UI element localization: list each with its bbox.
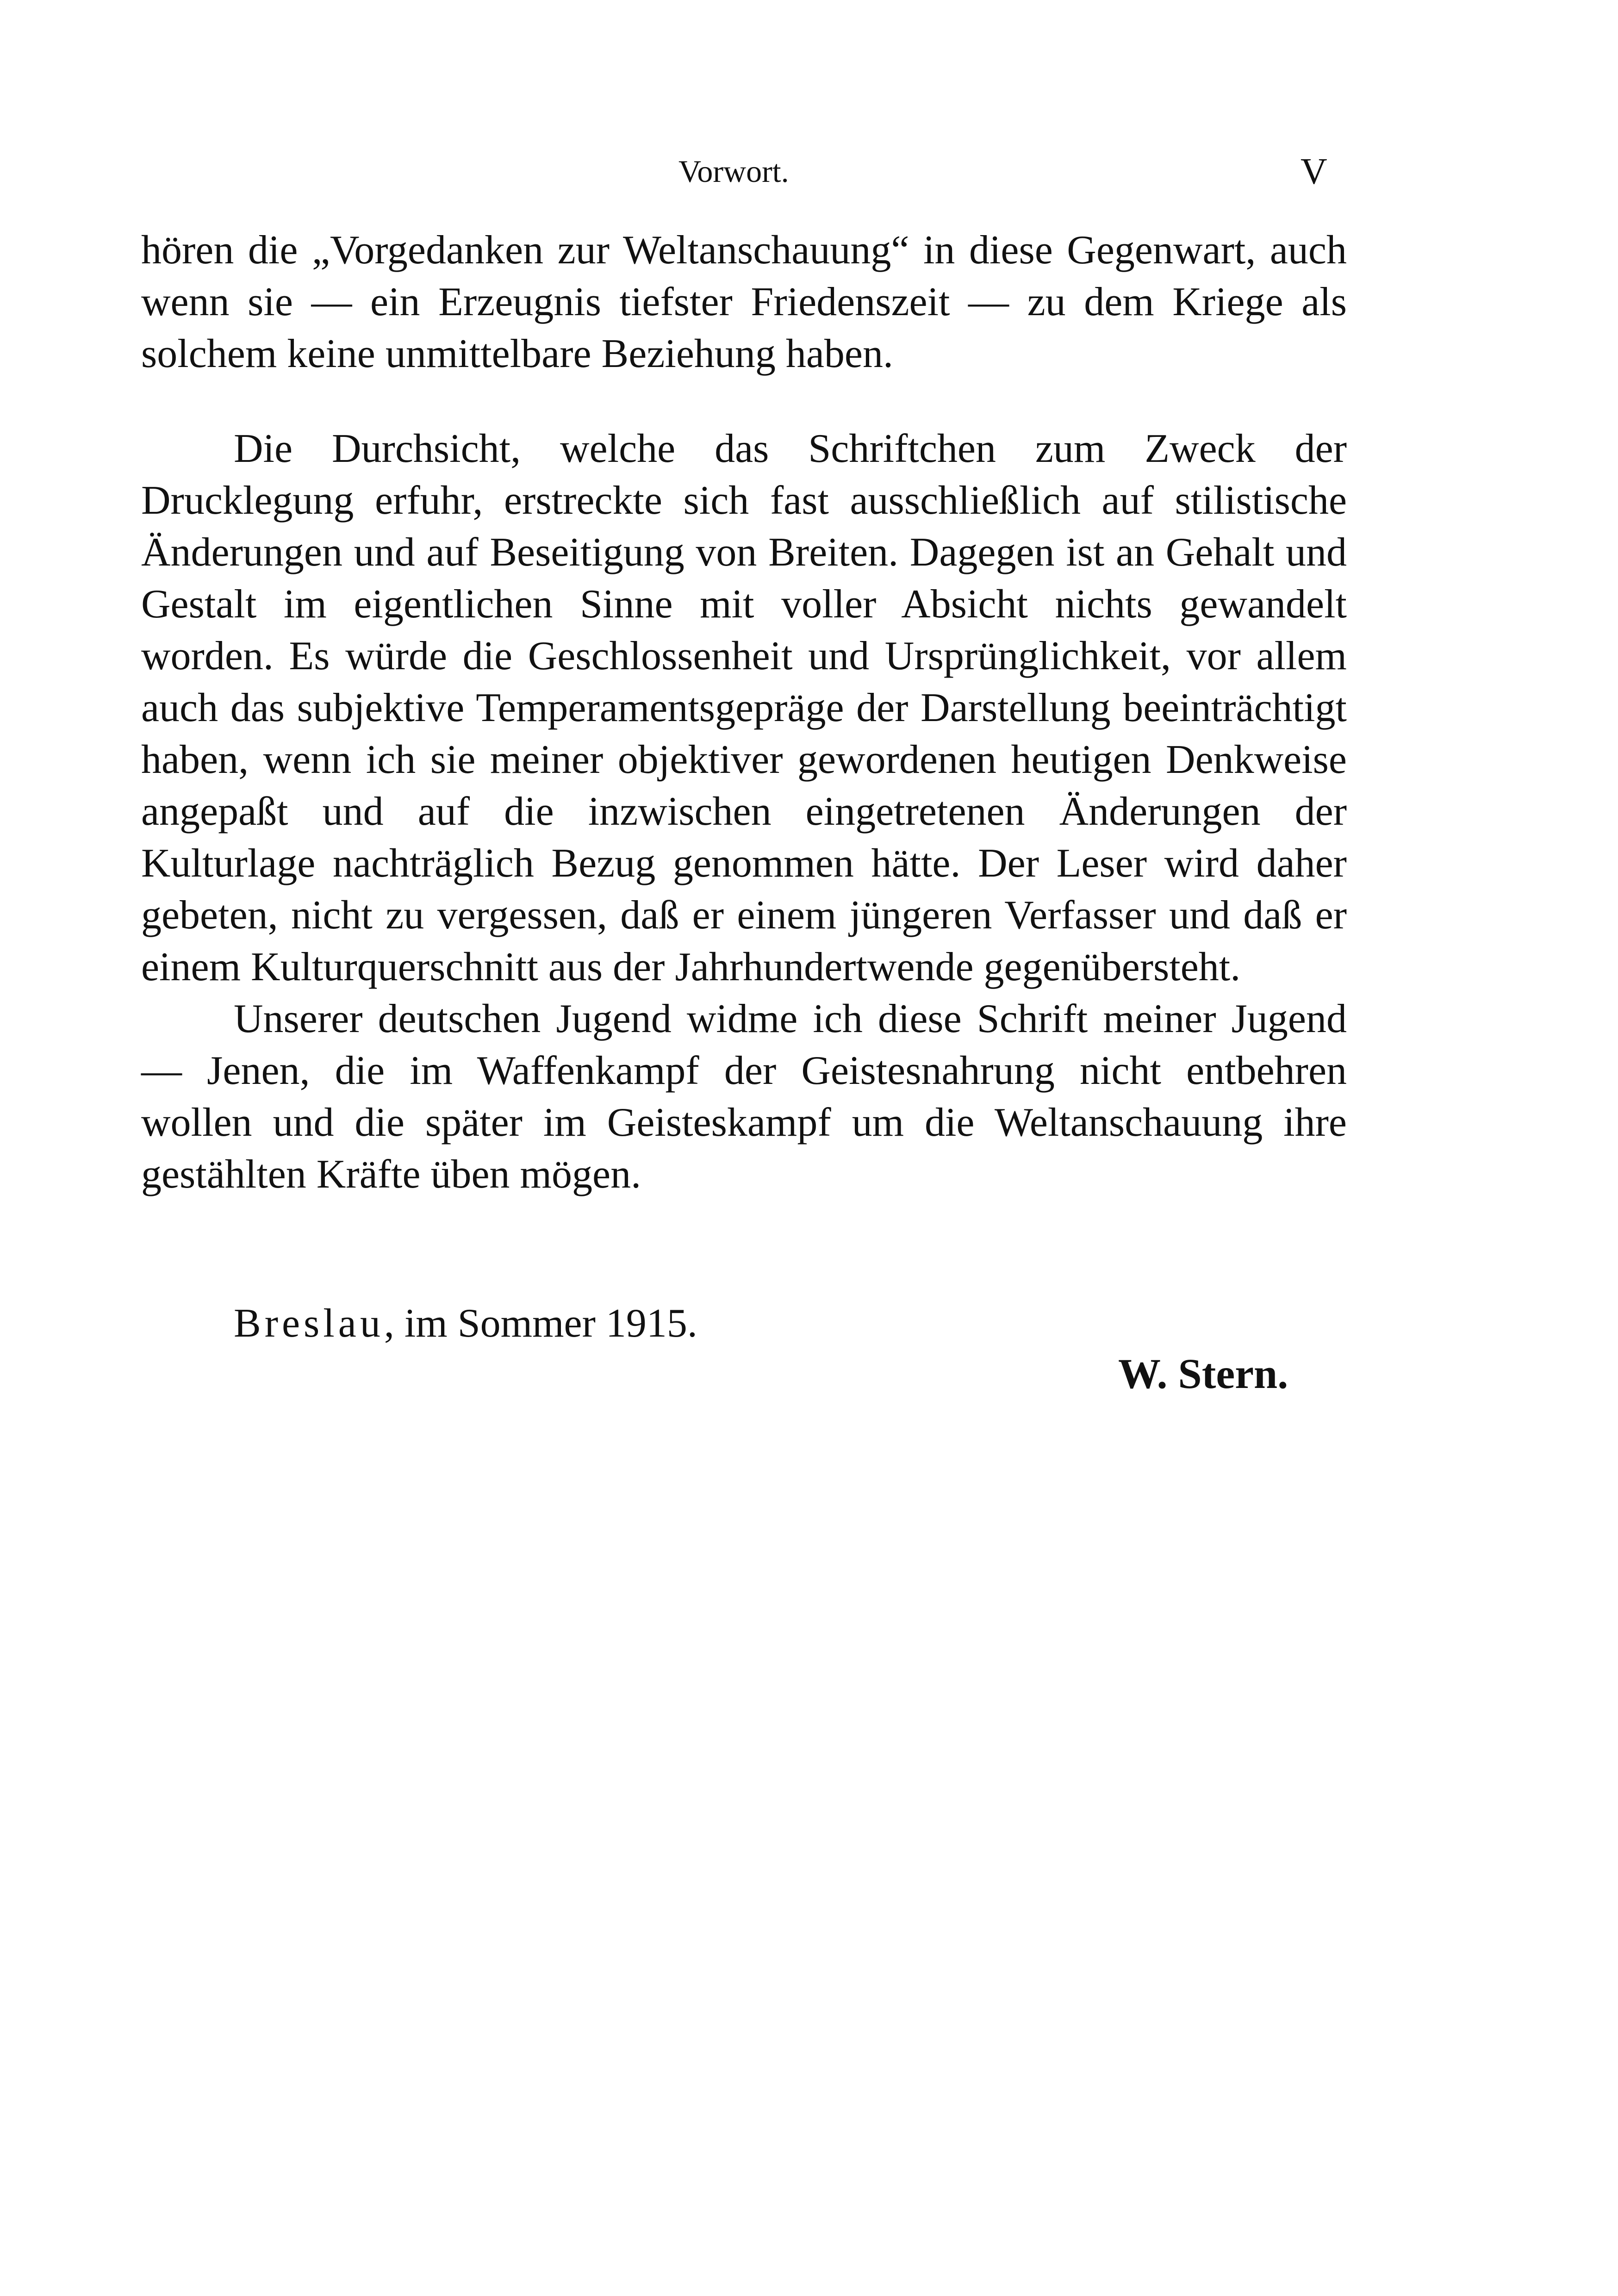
author-signature: W. Stern. (1118, 1350, 1288, 1397)
paragraph-dedication: Unserer deutschen Jugend widme ich diese Schrift meiner Jugend — Jenen, die im Waffenkampf der Geistesnahrung nicht entbehren wollen und die später im Geisteskampf um die Weltanschauung ihre gestählten Kräfte üben mögen. (141, 996, 1347, 1197)
paragraph-revision-note: Die Durchsicht, welche das Schriftchen zum Zweck der Drucklegung erfuhr, erstreckte sich fast ausschließlich auf stilistische Änderungen und auf Beseitigung von Breiten. Dagegen ist an Gehalt und Gestalt im eigentlichen Sinne mit voller Absicht nichts gewandelt worden. Es würde die Geschlossenheit und Ursprünglichkeit, vor allem auch das subjektive Temperamentsgepräge der Darstellung beeinträchtigt haben, wenn ich sie meiner objektiver gewordenen heutigen Denkweise angepaßt und auf die inzwischen eingetretenen Änderungen der Kulturlage nachträglich Bezug genommen hätte. Der Leser wird daher gebeten, nicht zu vergessen, daß er einem jüngeren Verfasser und daß er einem Kulturquerschnitt aus der Jahrhundertwende gegenübersteht. (141, 426, 1347, 989)
place-and-date (234, 1298, 697, 1350)
date-text: , im Sommer 1915. (384, 1301, 697, 1346)
place-name: Breslau (234, 1301, 384, 1346)
running-title: Vorwort. (678, 154, 789, 189)
paragraph-continuation: hören die „Vorgedanken zur Weltanschauung“ in diese Gegenwart, auch wenn sie — ein Erzeugnis tiefster Friedenszeit — zu dem Kriege als solchem keine unmittelbare Beziehung haben. (141, 228, 1347, 376)
page-number: V (1301, 151, 1327, 192)
text-block-main (141, 423, 1347, 1201)
text-block-continuation (141, 224, 1347, 380)
